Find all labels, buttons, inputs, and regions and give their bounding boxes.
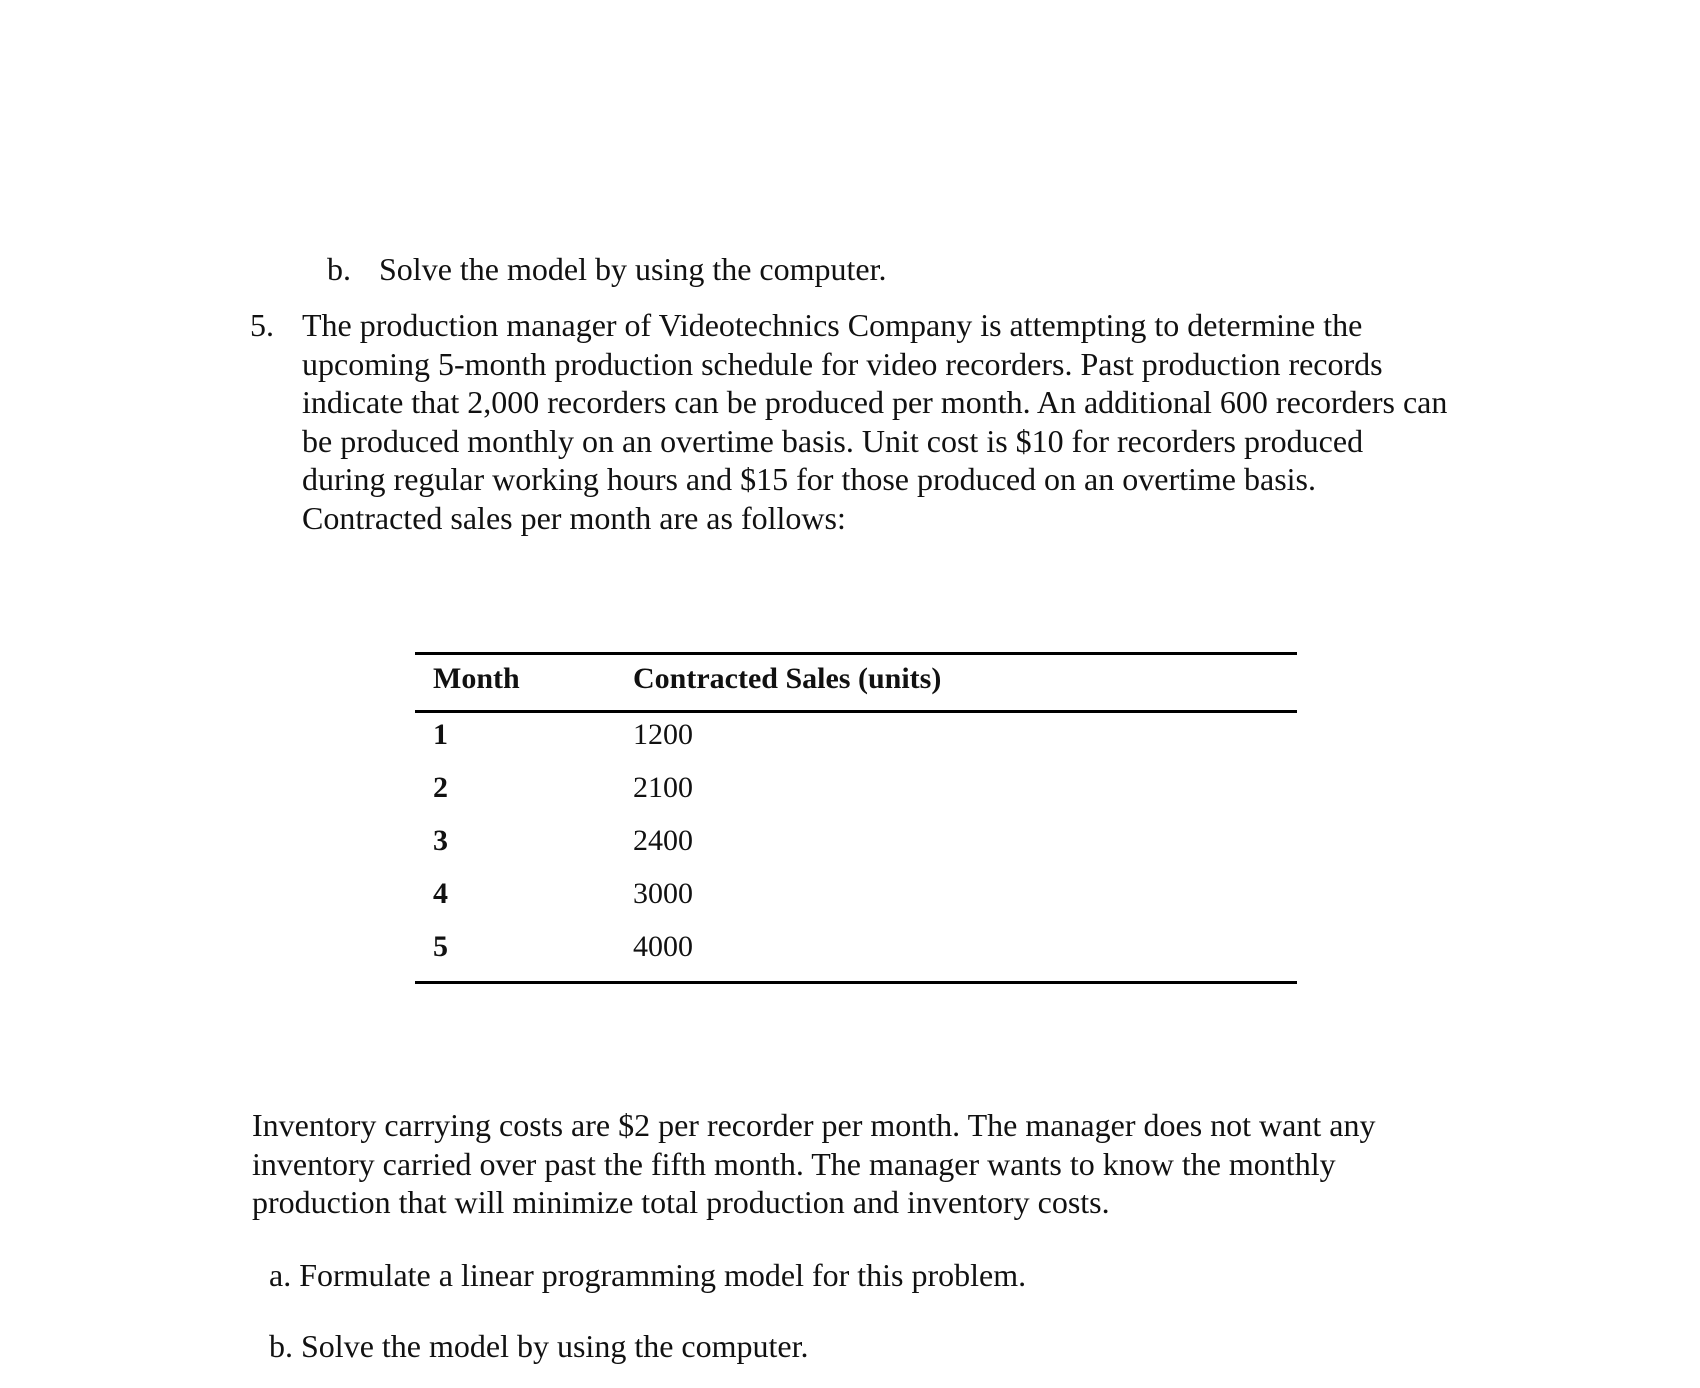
cell-month: 4 (433, 877, 448, 910)
question-line: indicate that 2,000 recorders can be produced per month. An additional 600 recorders can (302, 384, 1448, 421)
contracted-sales-table (415, 652, 1297, 984)
table-row (415, 819, 1297, 872)
cell-month: 5 (433, 930, 448, 963)
question-line: Contracted sales per month are as follows: (302, 499, 846, 536)
table-header (415, 655, 1297, 713)
cell-sales: 4000 (633, 930, 693, 963)
question-line: during regular working hours and $15 for those produced on an overtime basis. (302, 461, 1316, 498)
table-row (415, 872, 1297, 925)
inventory-paragraph (252, 1106, 1375, 1222)
question-number: 5. (250, 307, 274, 343)
question-line: The production manager of Videotechnics Company is attempting to determine the (302, 307, 1363, 343)
table-row (415, 925, 1297, 981)
table-row (415, 713, 1297, 766)
question-body (302, 306, 1447, 538)
paragraph-line: production that will minimize total production and inventory costs. (252, 1184, 1110, 1221)
question-line: be produced monthly on an overtime basis. Unit cost is $10 for recorders produced (302, 422, 1364, 459)
header-month: Month (433, 662, 520, 695)
cell-sales: 1200 (633, 718, 693, 751)
table-row (415, 766, 1297, 819)
prev-item-text: Solve the model by using the computer. (379, 251, 887, 287)
header-contracted-sales: Contracted Sales (units) (633, 662, 942, 695)
subquestion-b: b. Solve the model by using the computer. (269, 1328, 809, 1364)
cell-sales: 2400 (633, 824, 693, 857)
cell-month: 2 (433, 771, 448, 804)
question-line: upcoming 5-month production schedule for video recorders. Past production records (302, 345, 1383, 382)
cell-sales: 3000 (633, 877, 693, 910)
prev-item-label: b. (327, 251, 351, 287)
cell-sales: 2100 (633, 771, 693, 804)
paragraph-line: Inventory carrying costs are $2 per recorder per month. The manager does not want any (252, 1107, 1376, 1143)
paragraph-line: inventory carried over past the fifth month. The manager wants to know the monthly (252, 1145, 1336, 1182)
subquestion-a: a. Formulate a linear programming model for this problem. (269, 1257, 1027, 1293)
cell-month: 3 (433, 824, 448, 857)
cell-month: 1 (433, 718, 448, 751)
